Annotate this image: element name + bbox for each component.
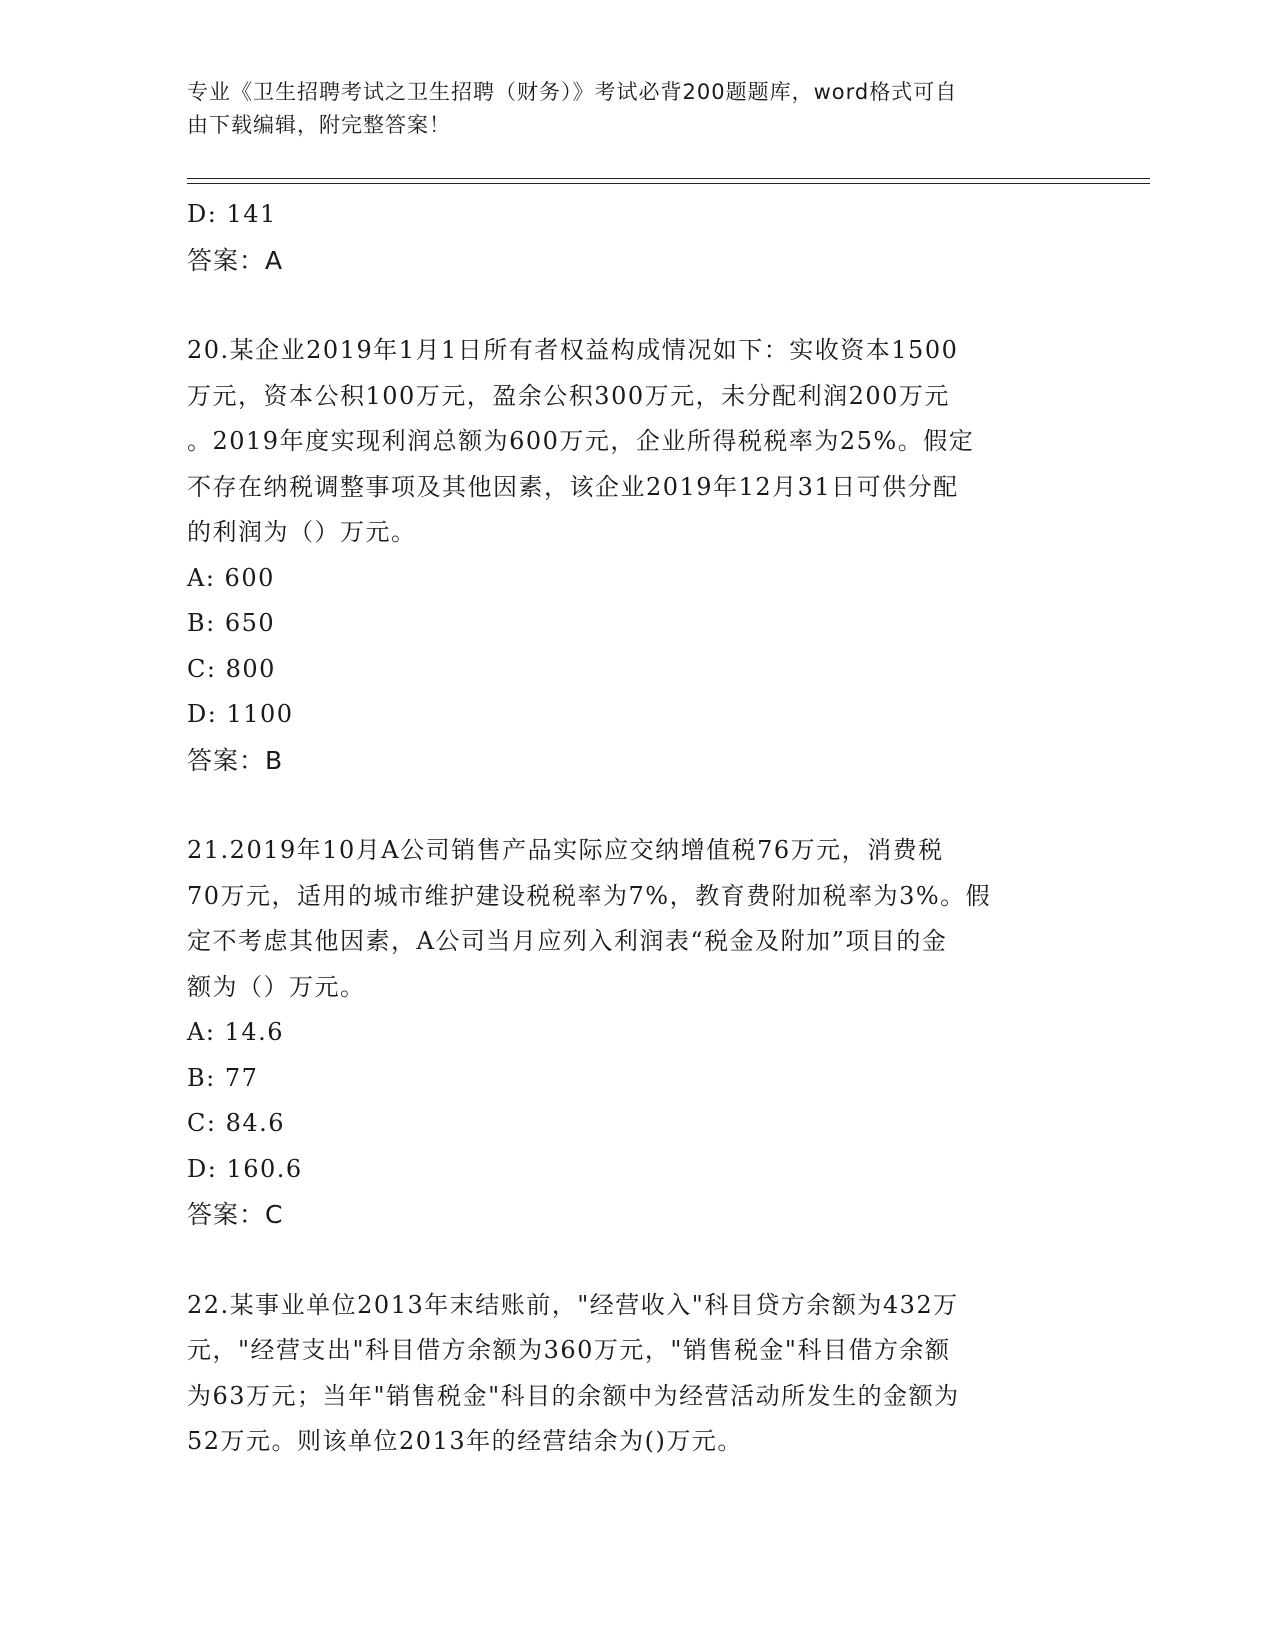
question-21-option-b: B: 77 <box>187 1063 259 1092</box>
spacer <box>187 1238 1087 1283</box>
question-21-answer: 答案：C <box>187 1200 284 1229</box>
header-line-1: 专业《卫生招聘考试之卫生招聘（财务）》考试必背200题题库，word格式可自 <box>187 80 958 104</box>
question-20-option-d: D: 1100 <box>187 700 294 728</box>
question-20-line-5: 的利润为（）万元。 <box>187 518 417 546</box>
header-divider-top <box>187 178 1150 179</box>
question-20-line-2: 万元，资本公积100万元，盈余公积300万元，未分配利润200万元 <box>187 381 950 410</box>
prev-option-d: D: 141 <box>187 200 277 228</box>
question-20-line-1: 20.某企业2019年1月1日所有者权益构成情况如下：实收资本1500 <box>187 336 959 364</box>
question-21-line-3: 定不考虑其他因素，A公司当月应列入利润表“税金及附加”项目的金 <box>187 927 948 955</box>
question-21-line-1: 21.2019年10月A公司销售产品实际应交纳增值税76万元，消费税 <box>187 836 944 864</box>
question-21-option-a: A: 14.6 <box>187 1018 284 1046</box>
question-22-line-1: 22.某事业单位2013年末结账前，"经营收入"科目贷方余额为432万 <box>187 1290 959 1319</box>
question-22-line-4: 52万元。则该单位2013年的经营结余为()万元。 <box>187 1427 743 1455</box>
header-divider-bottom <box>187 183 1150 184</box>
question-22-line-3: 为63万元；当年"销售税金"科目的余额中为经营活动所发生的金额为 <box>187 1381 960 1410</box>
document-header <box>187 76 1067 142</box>
question-20 <box>187 328 1087 783</box>
header-line-2: 由下载编辑，附完整答案！ <box>187 113 451 137</box>
question-20-option-c: C: 800 <box>187 654 276 683</box>
question-21 <box>187 828 1087 1238</box>
question-20-answer: 答案：B <box>187 745 284 775</box>
question-20-option-a: A: 600 <box>187 563 275 592</box>
question-21-line-2: 70万元，适用的城市维护建设税税率为7%，教育费附加税率为3%。假 <box>187 881 992 910</box>
question-22-line-2: 元，"经营支出"科目借方余额为360万元，"销售税金"科目借方余额 <box>187 1336 951 1364</box>
question-20-option-b: B: 650 <box>187 609 276 637</box>
question-22 <box>187 1283 1087 1465</box>
spacer <box>187 283 1087 328</box>
prev-answer: 答案：A <box>187 245 284 275</box>
question-20-line-3: 。2019年度实现利润总额为600万元，企业所得税税率为25%。假定 <box>187 427 975 455</box>
question-21-option-d: D: 160.6 <box>187 1154 303 1183</box>
question-21-option-c: C: 84.6 <box>187 1109 286 1137</box>
spacer <box>187 783 1087 828</box>
question-20-line-4: 不存在纳税调整事项及其他因素，该企业2019年12月31日可供分配 <box>187 472 959 501</box>
question-21-line-4: 额为（）万元。 <box>187 972 366 1001</box>
document-body <box>187 192 1087 1465</box>
